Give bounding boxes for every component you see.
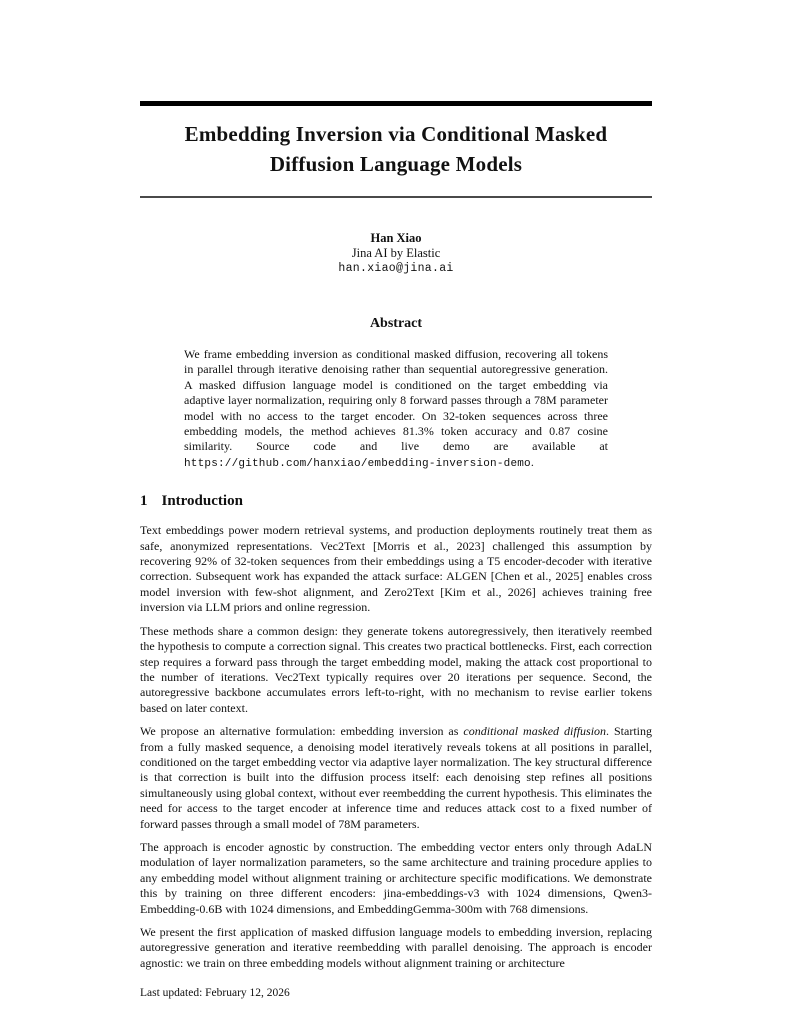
author-email: han.xiao@jina.ai [338,262,454,275]
section-1-heading [140,493,652,510]
intro-paragraph-3 [140,724,652,832]
intro-paragraph-3-emphasis: conditional masked diffusion [463,724,607,739]
abstract-heading: Abstract [369,316,423,331]
paper-title-line-2: Diffusion Language Models [269,152,523,176]
section-1-title: Introduction [161,493,243,510]
intro-paragraph-2: These methods share a common design: they generate tokens autoregressively, then iteratively reembed the hypothesis to compute a correction signal. This creates two practical bottlenecks. First, each correction step requires a forward pass through the target embedding model, making the attack cost proportional to the number of iterations. Vec2Text typically requires over 20 iterations per sequence. Second, the autoregressive backbone accumulates errors left-to-right, with no mechanism to revise earlier tokens based on later context. [140,623,652,715]
intro-paragraph-3-pre: We propose an alternative formulation: embedding inversion as [140,724,464,739]
intro-paragraph-5: We present the first application of masked diffusion language models to embedding inversion, replacing autoregressive generation and iterative reembedding with parallel denoising. The approach is encoder agnostic: we train on three embedding models without alignment training or architecture [140,925,652,970]
intro-paragraph-1: Text embeddings power modern retrieval systems, and production deployments routinely treat them as safe, anonymized representations. Vec2Text [Morris et al., 2023] challenged this assumption by recovering 92% of 32-token sequences from their embeddings using a T5 encoder-decoder with iterative correction. Subsequent work has expanded the attack surface: ALGEN [Chen et al., 2025] enables cross model inversion with few-shot alignment, and Zero2Text [Kim et al., 2026] achieves training free inversion via LLM priors and online regression. [140,523,652,615]
paper-content-column [140,0,652,999]
title-rule-bottom [140,196,652,198]
abstract-text-main: We frame embedding inversion as conditional masked diffusion, recovering all tokens in parallel through iterative denoising rather than sequential autoregressive generation. A masked diffusion language model is conditioned on the target embedding via adaptive layer normalization, requiring only 8 forward passes through a 78M parameter model with no access to the target encoder. On 32-token sequences across three embedding models, the method achieves 81.3% token accuracy and 0.87 cosine similarity. Source code and live demo are available at [184,347,608,454]
author-block [140,231,652,276]
abstract-text-period: . [530,454,534,469]
intro-paragraph-4: The approach is encoder agnostic by construction. The embedding vector enters only through AdaLN modulation of layer normalization parameters, so the same architecture and training procedure applies to any embedding model without alignment training or architecture specific modifications. We demonstrate this by training on three different encoders: jina-embeddings-v3 with 1024 dimensions, Qwen3-Embedding-0.6B with 1024 dimensions, and EmbeddingGemma-300m with 768 dimensions. [140,839,652,916]
title-rule-top [140,101,652,106]
page-footer: Last updated: February 12, 2026 [140,987,290,1000]
intro-paragraph-3-post: . Starting from a fully masked sequence, a denoising model iteratively reveals tokens at all positions in parallel, conditioned on the target embedding vector via adaptive layer normalization. The key structural difference is that correction is built into the diffusion process itself: each denoising step refines all positions simultaneously using global context, without ever reembedding the current hypothesis. This eliminates the need for access to the target encoder at inference time and reduces attack cost to a fixed number of forward passes through a small model of 78M parameters. [140,724,653,831]
abstract-repo-link[interactable]: https://github.com/hanxiao/embedding-inversion-demo [184,457,531,470]
author-name: Han Xiao [370,231,422,245]
paper-title-line-1: Embedding Inversion via Conditional Masked [184,122,608,146]
author-affiliation: Jina AI by Elastic [351,246,441,260]
section-1-number: 1 [140,493,148,510]
abstract-text [184,347,608,472]
paper-title [140,119,652,179]
